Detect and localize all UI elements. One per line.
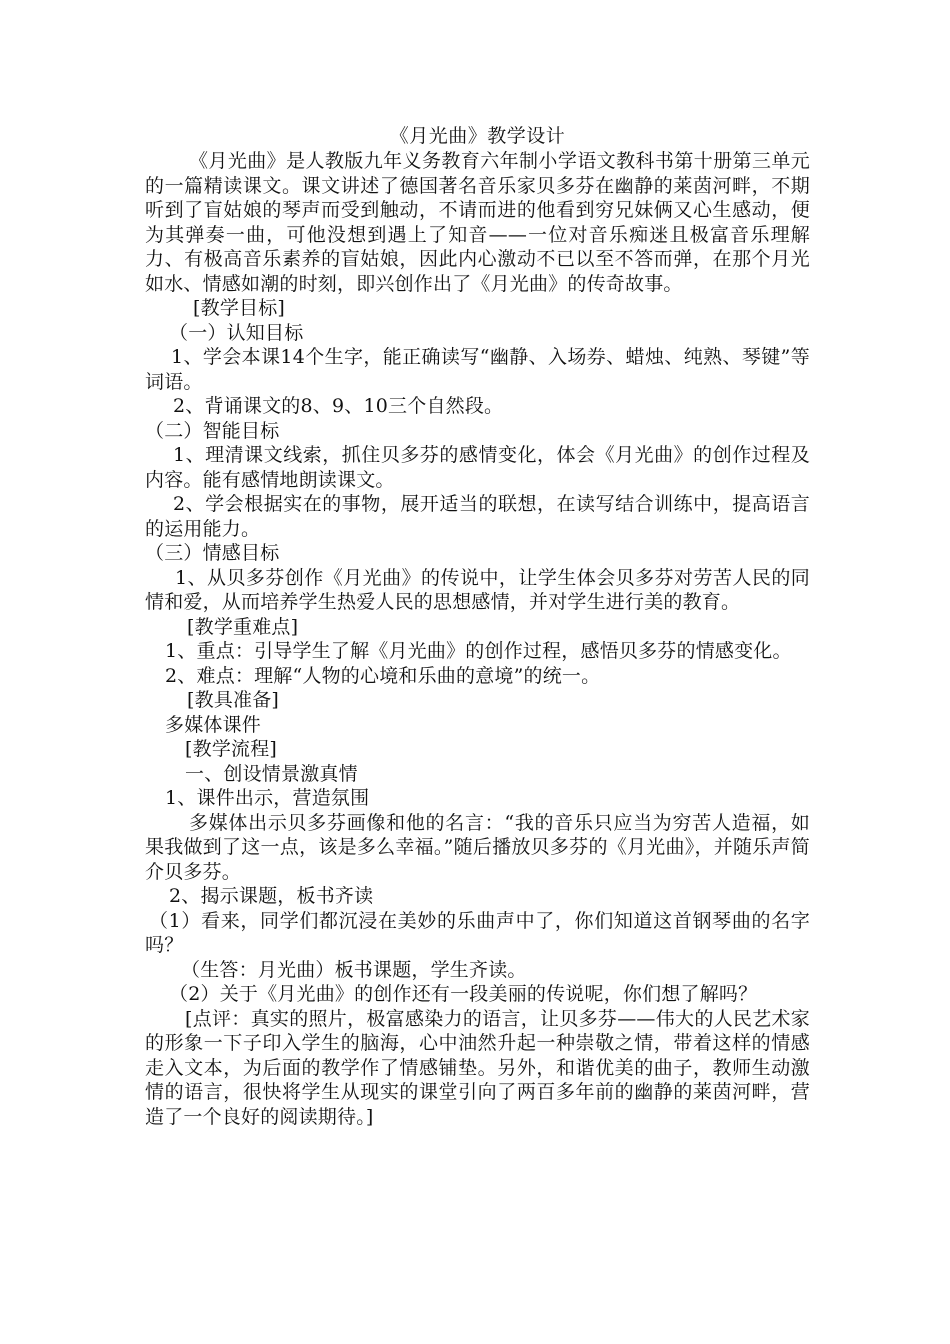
flow-question-2: （2）关于《月光曲》的创作还有一段美丽的传说呢，你们想了解吗？ bbox=[169, 983, 758, 1005]
flow-step-1-1: 1、课件出示，营造氛围 bbox=[165, 787, 370, 809]
flow-step-1-1-text: 多媒体出示贝多芬画像和他的名言：“我的音乐只应当为穷苦人造福，如果我做到了这一点，该是多么幸福。”随后播放贝多芬的《月光曲》，并随乐声简介贝多芬。 bbox=[145, 811, 810, 883]
tools-heading: [教具准备] bbox=[187, 689, 280, 711]
comment-paragraph: [点评：真实的照片，极富感染力的语言，让贝多芬——伟大的人民艺术家的形象一下子印入学生的脑海，心中油然升起一种崇敬之情，带着这样的情感走入文本，为后面的教学作了情感铺垫。另外，和谐优美的曲子，教师生动激情的语言，很快将学生从现实的课堂引向了两百多年前的幽静的莱茵河畔，营造了一个良好的阅读期待。] bbox=[145, 1007, 810, 1128]
key-point-2: 2、难点：理解“人物的心境和乐曲的意境”的统一。 bbox=[165, 664, 601, 687]
cognitive-goals-heading: （一）认知目标 bbox=[169, 321, 304, 344]
ability-goal-2: 2、学会根据实在的事物，展开适当的联想，在读写结合训练中，提高语言的运用能力。 bbox=[145, 493, 810, 540]
flow-heading: [教学流程] bbox=[185, 738, 278, 760]
flow-step-1: 一、创设情景激真情 bbox=[185, 762, 358, 785]
cognitive-goal-2: 2、背诵课文的8、9、10三个自然段。 bbox=[173, 395, 504, 417]
ability-goals-heading: （二）智能目标 bbox=[145, 419, 280, 442]
tools-item: 多媒体课件 bbox=[165, 713, 262, 736]
flow-answer-1: （生答：月光曲）板书课题，学生齐读。 bbox=[181, 958, 527, 981]
key-point-1: 1、重点：引导学生了解《月光曲》的创作过程，感悟贝多芬的情感变化。 bbox=[165, 640, 792, 662]
goals-heading: [教学目标] bbox=[193, 297, 286, 319]
emotion-goal-1: 1、从贝多芬创作《月光曲》的传说中，让学生体会贝多芬对劳苦人民的同情和爱，从而培养学生热爱人民的思想感情，并对学生进行美的教育。 bbox=[145, 566, 810, 613]
document-title: 《月光曲》教学设计 bbox=[389, 125, 566, 147]
emotion-goals-heading: （三）情感目标 bbox=[145, 542, 280, 564]
flow-step-1-2: 2、揭示课题，板书齐读 bbox=[169, 885, 374, 907]
document-body bbox=[145, 124, 810, 1129]
flow-question-1: （1）看来，同学们都沉浸在美妙的乐曲声中了，你们知道这首钢琴曲的名字吗？ bbox=[145, 909, 810, 956]
key-points-heading: [教学重难点] bbox=[187, 615, 299, 638]
ability-goal-1: 1、理清课文线索，抓住贝多芬的感情变化，体会《月光曲》的创作过程及内容。能有感情地朗读课文。 bbox=[145, 444, 810, 491]
intro-paragraph: 《月光曲》是人教版九年义务教育六年制小学语文教科书第十册第三单元的一篇精读课文。课文讲述了德国著名音乐家贝多芬在幽静的莱茵河畔，不期听到了盲姑娘的琴声而受到触动，不请而进的他看到穷兄妹俩又心生感动，便为其弹奏一曲，可他没想到遇上了知音——一位对音乐痴迷且极富音乐理解力、有极高音乐素养的盲姑娘，因此内心激动不已以至不答而弹，在那个月光如水、情感如潮的时刻，即兴创作出了《月光曲》的传奇故事。 bbox=[145, 150, 810, 295]
cognitive-goal-1: 1、学会本课14个生字，能正确读写“幽静、入场券、蜡烛、纯熟、琴键”等词语。 bbox=[145, 346, 810, 393]
